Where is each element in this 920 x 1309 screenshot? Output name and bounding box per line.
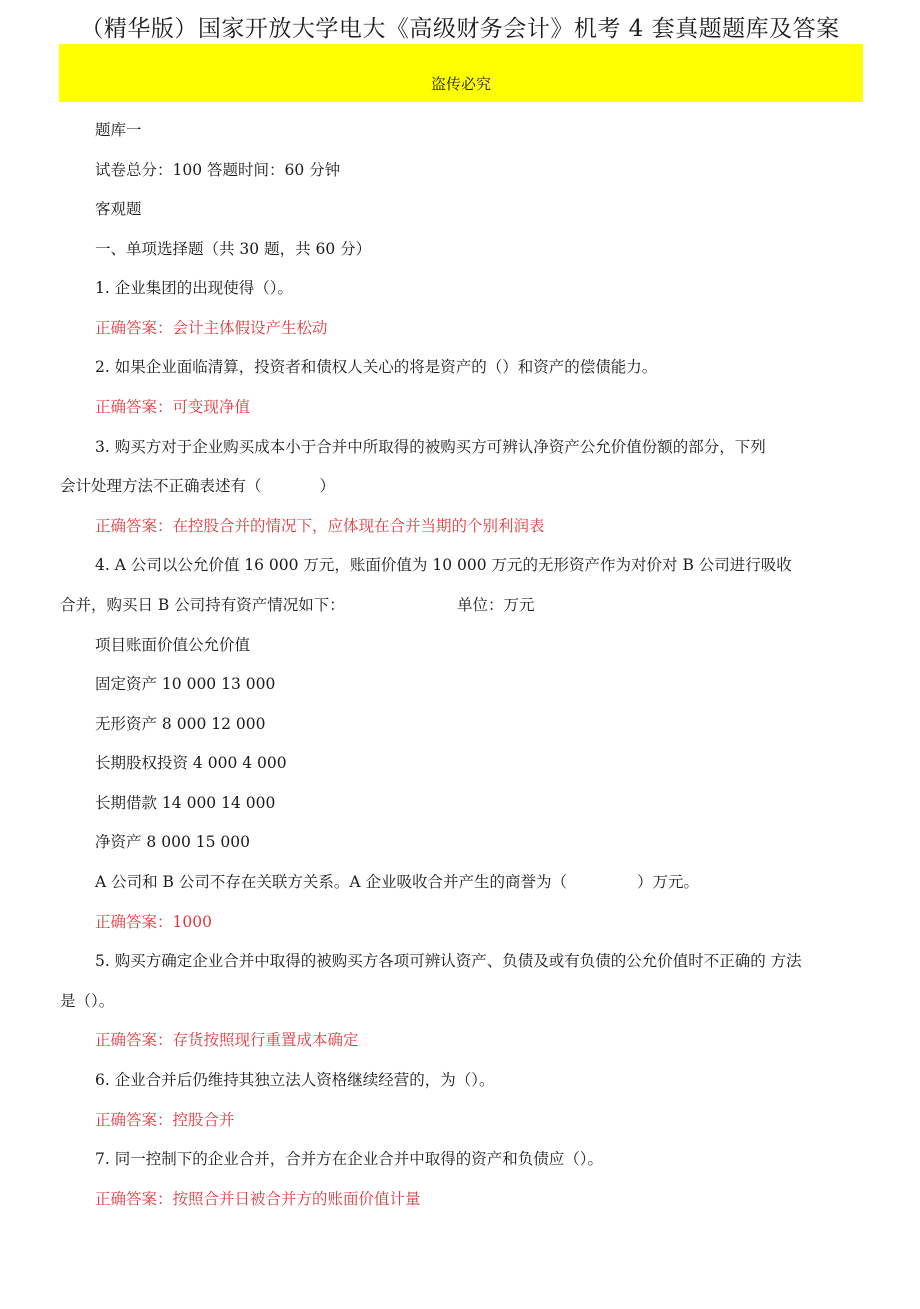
question-4-line-3 [95, 870, 699, 894]
answer-6: 正确答案：控股合并 [95, 1111, 235, 1129]
question-3-close: ） [319, 477, 336, 495]
part-heading: 一、单项选择题（共 30 题，共 60 分） [95, 240, 372, 258]
question-5-line-1: 5. 购买方确定企业合并中取得的被购买方各项可辨认资产、负债及或有负债的公允价值时不正确的 方法 [95, 952, 802, 970]
table-row: 固定资产 10 000 13 000 [95, 675, 276, 693]
table-row: 长期借款 14 000 14 000 [95, 794, 276, 812]
answer-3: 正确答案：在控股合并的情况下，应体现在合并当期的个别利润表 [95, 517, 545, 535]
answer-5: 正确答案：存货按照现行重置成本确定 [95, 1031, 359, 1049]
table-row: 净资产 8 000 15 000 [95, 833, 250, 851]
question-7: 7. 同一控制下的企业合并，合并方在企业合并中取得的资产和负债应（）。 [95, 1150, 603, 1168]
document-title: （精华版）国家开放大学电大《高级财务会计》机考 4 套真题题库及答案 [80, 16, 840, 42]
question-6: 6. 企业合并后仍维持其独立法人资格继续经营的，为（）。 [95, 1071, 495, 1089]
answer-2: 正确答案：可变现净值 [95, 398, 251, 416]
question-4-line-1: 4. A 公司以公允价值 16 000 万元，账面价值为 10 000 万元的无形资产作为对价对 B 公司进行吸收 [95, 556, 792, 574]
answer-1: 正确答案：会计主体假设产生松动 [95, 319, 328, 337]
section-heading: 客观题 [95, 200, 142, 218]
question-4-text: A 公司和 B 公司不存在关联方关系。A 企业吸收合并产生的商誉为（ [95, 873, 567, 891]
table-header: 项目账面价值公允价值 [95, 636, 251, 654]
question-4-line-2: 合并，购买日 B 公司持有资产情况如下： [60, 596, 345, 614]
question-2: 2. 如果企业面临清算，投资者和债权人关心的将是资产的（）和资产的偿债能力。 [95, 358, 658, 376]
question-bank-label: 题库一 [95, 121, 142, 139]
question-5-line-2: 是（）。 [60, 992, 115, 1010]
banner-text: 盗传必究 [430, 75, 491, 93]
question-1: 1. 企业集团的出现使得（）。 [95, 279, 293, 297]
exam-meta: 试卷总分：100 答题时间：60 分钟 [95, 161, 341, 179]
question-3-line-2 [60, 474, 335, 498]
table-row: 长期股权投资 4 000 4 000 [95, 754, 287, 772]
answer-4: 正确答案：1000 [95, 913, 212, 931]
question-3-line-1: 3. 购买方对于企业购买成本小于合并中所取得的被购买方可辨认净资产公允价值份额的部分，下列 [95, 438, 766, 456]
question-4-close: ）万元。 [637, 873, 700, 891]
unit-label: 单位：万元 [457, 596, 535, 614]
banner [59, 44, 863, 102]
table-row: 无形资产 8 000 12 000 [95, 715, 266, 733]
answer-7: 正确答案：按照合并日被合并方的账面价值计量 [95, 1190, 421, 1208]
question-3-text: 会计处理方法不正确表述有（ [60, 477, 262, 495]
